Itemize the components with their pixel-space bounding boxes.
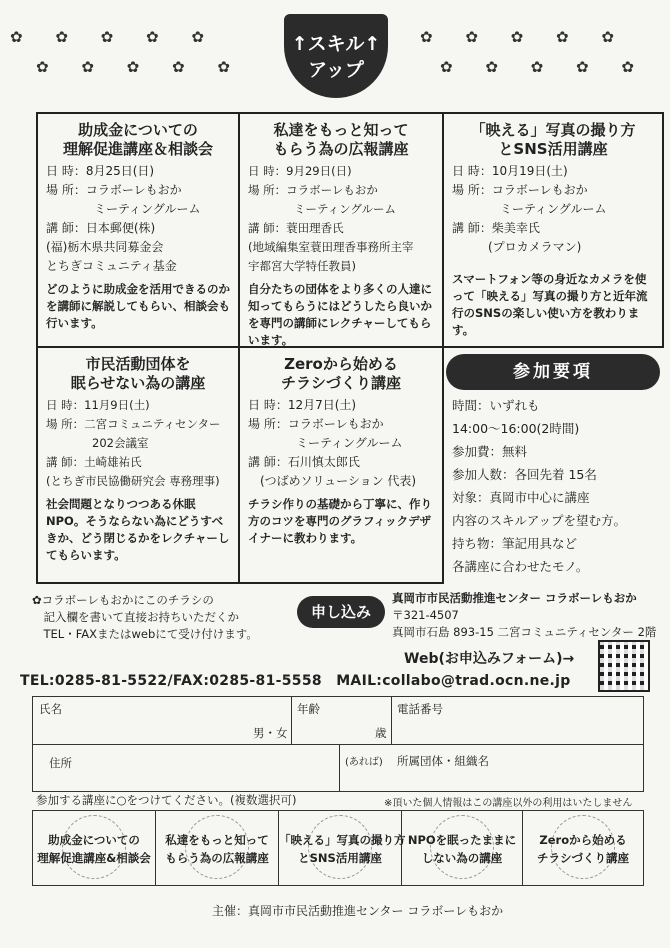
- skill-up-badge: [284, 14, 388, 98]
- lecture-info: 日 時：10月19日(土) 場 所：コラボーレもおか ミーティングルーム 講 師：柴美幸氏 (プロカメラマン): [452, 164, 607, 254]
- lecture-card-5: [238, 346, 444, 584]
- lecture-card-1: [36, 112, 240, 348]
- requirement-row: 14:00～16:00(2時間): [452, 421, 580, 436]
- lecture-title: 市民活動団体を 眠らせない為の講座: [70, 355, 206, 392]
- footer-organizer: 主催：真岡市市民活動推進センター コラボーレもおか: [212, 904, 504, 918]
- course-option-3[interactable]: [279, 811, 406, 885]
- lecture-card-4: [36, 346, 240, 584]
- address-label: 住所: [49, 756, 72, 770]
- lecture-info: 日 時：12月7日(土) 場 所：コラボーレもおか ミーティングルーム 講 師：石川慎太郎氏 (つばめソリューション 代表): [248, 398, 417, 488]
- course-selection: [32, 810, 644, 886]
- apply-pill: 申し込み: [297, 596, 385, 628]
- contact-line: TEL:0285-81-5522/FAX:0285-81-5558 MAIL:collabo@trad.ocn.ne.jp: [20, 673, 571, 689]
- address: 真岡市石島 893-15 二宮コミュニティセンター 2階: [392, 625, 657, 639]
- lecture-description: チラシ作りの基礎から丁寧に、作り方のコツを専門のグラフィックデザイナーに教わります。: [248, 497, 432, 545]
- age-label: 年齢: [297, 702, 320, 716]
- course-option-1[interactable]: [33, 811, 155, 885]
- flower-decoration-right-top: ✿ ✿ ✿ ✿ ✿: [420, 28, 628, 46]
- lecture-description: どのように助成金を活用できるのかを講師に解説してもらい、相談会も行います。: [46, 282, 230, 330]
- postal-code: 〒321-4507: [392, 608, 459, 622]
- form-row-name: [33, 697, 643, 745]
- apply-note: ✿コラボーレもおかにこのチラシの 記入欄を書いて直接お持ちいただくか TEL・FAXまたはwebにて受け付けます。: [32, 593, 258, 641]
- requirement-row: 各講座に合わせたモノ。: [452, 559, 589, 574]
- lecture-info: 日 時：8月25日(日) 場 所：コラボーレもおか ミーティングルーム 講 師：日本郵便(株) (福)栃木県共同募金会 とちぎコミュニティ基金: [46, 164, 201, 273]
- requirement-row: 時間：いずれも: [452, 398, 540, 413]
- choose-instruction: 参加する講座に○をつけてください。(複数選択可): [36, 793, 297, 807]
- option-label: 助成金についての 理解促進講座&相談会: [37, 833, 151, 865]
- lecture-description: 社会問題となりつつある休眠NPO。そうならない為にどうすべきか、どう閉じるかをレクチャーしてもらいます。: [46, 497, 230, 562]
- requirement-row: 対象：真岡市中心に講座: [452, 490, 590, 505]
- requirement-row: 持ち物：筆記用具など: [452, 536, 578, 551]
- badge-line-1: ↑スキル↑: [291, 33, 381, 55]
- lecture-description: 自分たちの団体をより多くの人達に知ってもらうにはどうしたら良いかを専門の講師にレクチャーしてもらいます。: [248, 282, 432, 347]
- course-option-2[interactable]: [156, 811, 278, 885]
- qr-code-icon[interactable]: [598, 640, 650, 692]
- requirement-row: 内容のスキルアップを望む方。: [452, 513, 627, 528]
- option-label: 私達をもっと知って もらう為の広報講座: [165, 833, 269, 865]
- name-label: 氏名: [39, 702, 62, 716]
- lecture-title: 私達をもっと知って もらう為の広報講座: [273, 121, 409, 158]
- web-form-link[interactable]: Web(お申込みフォーム)→: [404, 651, 575, 667]
- flower-decoration-left-top: ✿ ✿ ✿ ✿ ✿: [10, 28, 218, 46]
- lecture-card-3: [442, 112, 664, 348]
- lecture-info: 日 時：9月29日(日) 場 所：コラボーレもおか ミーティングルーム 講 師：蓑田理香氏 (地域編集室蓑田理香事務所主宰 宇都宮大学特任教員): [248, 164, 414, 273]
- requirement-row: 参加人数：各回先着 15名: [452, 467, 597, 482]
- flower-decoration-left-bottom: ✿ ✿ ✿ ✿ ✿: [36, 58, 244, 76]
- application-form: [32, 696, 644, 792]
- age-unit: 歳: [375, 726, 387, 740]
- course-option-4[interactable]: [402, 811, 522, 885]
- org-name: 真岡市市民活動推進センター コラボーレもおか: [392, 591, 637, 605]
- option-label: Zeroから始める チラシづくり講座: [537, 833, 629, 865]
- flower-decoration-right-bottom: ✿ ✿ ✿ ✿ ✿: [440, 58, 648, 76]
- lecture-title: 「映える」写真の撮り方 とSNS活用講座: [470, 121, 636, 158]
- form-row-address: [33, 745, 643, 791]
- org-optional-label: (あれば): [345, 757, 383, 768]
- option-label: 「映える」写真の撮り方 とSNS活用講座: [279, 833, 406, 865]
- org-field-label: 所属団体・組織名: [397, 754, 489, 768]
- requirement-row: 参加費：無料: [452, 444, 528, 459]
- lecture-title: Zeroから始める チラシづくり講座: [280, 355, 401, 392]
- course-option-5[interactable]: [523, 811, 643, 885]
- gender-select[interactable]: 男・女: [253, 726, 288, 740]
- requirements-title: 参加要項: [446, 354, 660, 390]
- lecture-description: スマートフォン等の身近なカメラを使って「映える」写真の撮り方と近年流行のSNSの楽しい使い方を教わります。: [452, 272, 648, 337]
- requirements-box: [442, 348, 664, 584]
- lecture-title: 助成金についての 理解促進講座＆相談会: [62, 121, 213, 158]
- lecture-info: 日 時：11月9日(土) 場 所：二宮コミュニティセンター 202会議室 講 師：土崎雄祐氏 (とちぎ市民協働研究会 専務理事): [46, 398, 221, 488]
- privacy-note: ※頂いた個人情報はこの講座以外の利用はいたしません: [384, 798, 633, 809]
- badge-line-2: アップ: [308, 59, 364, 81]
- lecture-card-2: [238, 112, 444, 348]
- phone-label: 電話番号: [397, 702, 443, 716]
- option-label: NPOを眠ったままに しない為の講座: [407, 833, 517, 865]
